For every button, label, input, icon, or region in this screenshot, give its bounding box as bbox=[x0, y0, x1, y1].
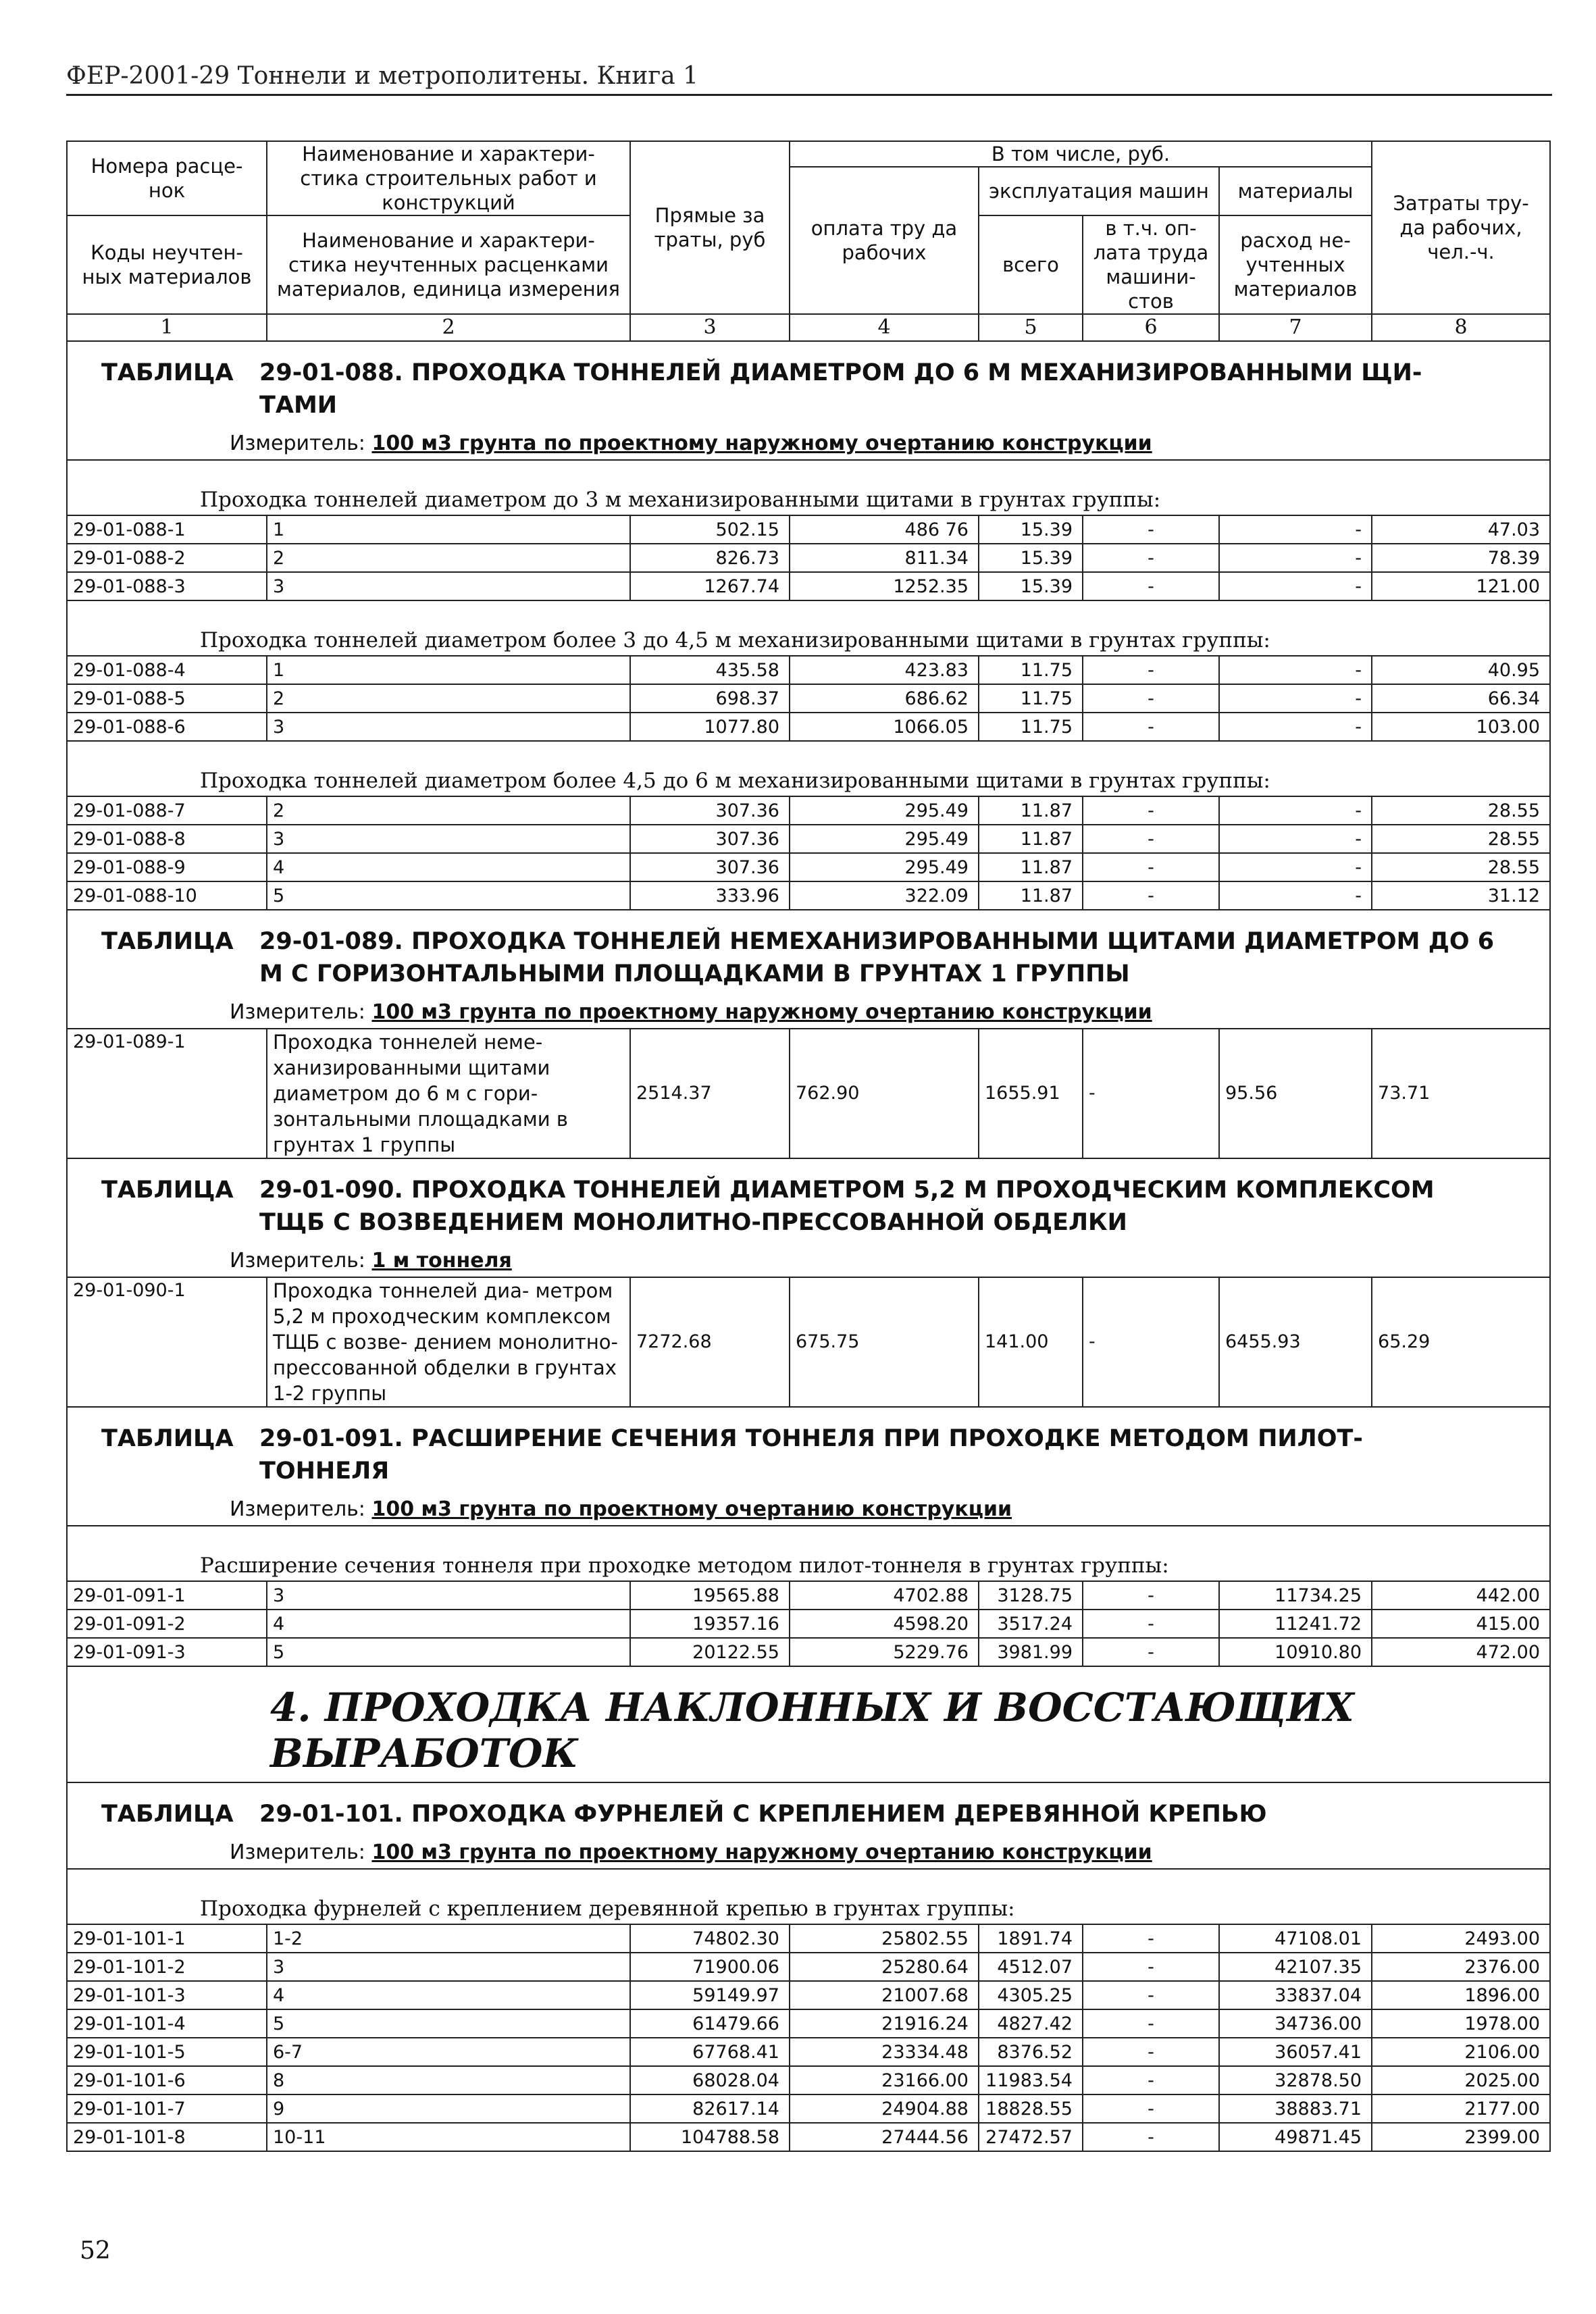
table-cell: - bbox=[1083, 515, 1219, 544]
table-cell: 29-01-088-1 bbox=[67, 515, 267, 544]
table-cell: 32878.50 bbox=[1219, 2066, 1372, 2094]
table-cell: 2 bbox=[267, 796, 630, 825]
table-cell: 11983.54 bbox=[979, 2066, 1083, 2094]
table-cell: 4702.88 bbox=[790, 1581, 979, 1610]
table-cell: - bbox=[1219, 544, 1372, 572]
meter-value: 100 м3 грунта по проектному наружному очертанию конструкции bbox=[371, 1000, 1152, 1024]
table-cell: 74802.30 bbox=[630, 1924, 790, 1953]
table-cell: - bbox=[1083, 1277, 1219, 1407]
table-cell: 2177.00 bbox=[1372, 2094, 1550, 2123]
table-cell: - bbox=[1083, 2009, 1219, 2038]
table-cell: - bbox=[1083, 1581, 1219, 1610]
table-row bbox=[67, 572, 1550, 600]
table-cell: 65.29 bbox=[1372, 1277, 1550, 1407]
table-title-cell bbox=[67, 910, 1550, 994]
table-cell: 29-01-088-7 bbox=[67, 796, 267, 825]
meter-cell bbox=[67, 426, 1550, 460]
table-cell: 2376.00 bbox=[1372, 1953, 1550, 1981]
col-machines-total: всего bbox=[979, 215, 1083, 314]
table-cell: 40.95 bbox=[1372, 656, 1550, 684]
table-cell: 28.55 bbox=[1372, 853, 1550, 881]
table-cell: 4 bbox=[267, 1981, 630, 2009]
table-row bbox=[67, 853, 1550, 881]
page-number: 52 bbox=[80, 2237, 111, 2265]
table-title-cell bbox=[67, 1158, 1550, 1243]
table-cell: 15.39 bbox=[979, 515, 1083, 544]
table-title bbox=[67, 910, 1550, 994]
table-cell: 29-01-101-8 bbox=[67, 2123, 267, 2151]
meter-label: Измеритель: bbox=[230, 1000, 365, 1024]
table-cell: 82617.14 bbox=[630, 2094, 790, 2123]
table-row bbox=[67, 1610, 1550, 1638]
table-label: ТАБЛИЦА bbox=[101, 1801, 234, 1828]
meter-cell bbox=[67, 994, 1550, 1029]
table-cell: 8 bbox=[267, 2066, 630, 2094]
table-cell: - bbox=[1219, 796, 1372, 825]
table-cell: 811.34 bbox=[790, 544, 979, 572]
table-title bbox=[67, 1782, 1550, 1834]
col-materials: материалы bbox=[1219, 167, 1372, 215]
table-cell: 18828.55 bbox=[979, 2094, 1083, 2123]
table-cell: 2 bbox=[267, 684, 630, 713]
table-cell: 11.87 bbox=[979, 881, 1083, 910]
table-cell: - bbox=[1083, 2038, 1219, 2066]
table-cell: 21007.68 bbox=[790, 1981, 979, 2009]
col-direct-costs: Прямые за траты, руб bbox=[630, 141, 790, 314]
table-row bbox=[67, 2066, 1550, 2094]
table-cell: 5 bbox=[267, 881, 630, 910]
table-cell: 307.36 bbox=[630, 825, 790, 853]
table-cell: 8376.52 bbox=[979, 2038, 1083, 2066]
table-cell: 3517.24 bbox=[979, 1610, 1083, 1638]
table-cell: 31.12 bbox=[1372, 881, 1550, 910]
table-label: ТАБЛИЦА bbox=[101, 928, 234, 955]
table-cell: 11.87 bbox=[979, 853, 1083, 881]
table-row bbox=[67, 1277, 1550, 1407]
table-title-text: 29-01-101. ПРОХОДКА ФУРНЕЛЕЙ С КРЕПЛЕНИЕМ ДЕРЕВЯННОЙ КРЕПЬЮ bbox=[259, 1801, 1267, 1828]
table-cell: 4827.42 bbox=[979, 2009, 1083, 2038]
table-cell: 19565.88 bbox=[630, 1581, 790, 1610]
column-numbers-row: 1 2 3 4 5 6 7 8 bbox=[67, 314, 1550, 341]
meter-cell bbox=[67, 1834, 1550, 1869]
col-material-name: Наименование и характери- стика неучтенных расценками материалов, единица измерения bbox=[267, 215, 630, 314]
table-cell: 423.83 bbox=[790, 656, 979, 684]
table-cell: 28.55 bbox=[1372, 825, 1550, 853]
table-cell: 73.71 bbox=[1372, 1029, 1550, 1158]
table-cell: 2 bbox=[267, 544, 630, 572]
meter-row bbox=[67, 426, 1550, 460]
meter-row bbox=[67, 1491, 1550, 1526]
table-cell: 25802.55 bbox=[790, 1924, 979, 1953]
table-row bbox=[67, 656, 1550, 684]
table-row bbox=[67, 2123, 1550, 2151]
table-cell: 27472.57 bbox=[979, 2123, 1083, 2151]
table-cell: 29-01-088-8 bbox=[67, 825, 267, 853]
meter-label: Измеритель: bbox=[230, 1497, 365, 1521]
table-cell: - bbox=[1083, 2123, 1219, 2151]
table-cell: 23166.00 bbox=[790, 2066, 979, 2094]
table-cell: 47.03 bbox=[1372, 515, 1550, 544]
table-cell: 67768.41 bbox=[630, 2038, 790, 2066]
table-cell: - bbox=[1083, 1924, 1219, 1953]
table-body bbox=[67, 341, 1550, 2151]
group-caption-row bbox=[67, 741, 1550, 796]
table-cell: 10-11 bbox=[267, 2123, 630, 2151]
meter-cell bbox=[67, 1243, 1550, 1277]
table-row bbox=[67, 1581, 1550, 1610]
table-cell: 472.00 bbox=[1372, 1638, 1550, 1666]
col-including: В том числе, руб. bbox=[790, 141, 1372, 167]
table-cell: 66.34 bbox=[1372, 684, 1550, 713]
meter-value: 100 м3 грунта по проектному очертанию конструкции bbox=[371, 1497, 1012, 1521]
meter-label: Измеритель: bbox=[230, 1248, 365, 1272]
table-cell: 415.00 bbox=[1372, 1610, 1550, 1638]
group-caption: Проходка тоннелей диаметром более 3 до 4,5 м механизированными щитами в грунтах группы: bbox=[67, 600, 1550, 656]
table-cell: 307.36 bbox=[630, 796, 790, 825]
table-cell: 11.87 bbox=[979, 825, 1083, 853]
meter-row bbox=[67, 1834, 1550, 1869]
table-cell: 121.00 bbox=[1372, 572, 1550, 600]
table-cell: 295.49 bbox=[790, 796, 979, 825]
table-cell: 1267.74 bbox=[630, 572, 790, 600]
table-cell: 2025.00 bbox=[1372, 2066, 1550, 2094]
table-cell: 3 bbox=[267, 572, 630, 600]
table-row bbox=[67, 2009, 1550, 2038]
table-cell: 29-01-089-1 bbox=[67, 1029, 267, 1158]
table-cell: 23334.48 bbox=[790, 2038, 979, 2066]
table-cell: - bbox=[1083, 1953, 1219, 1981]
table-cell: 486 76 bbox=[790, 515, 979, 544]
table-row bbox=[67, 1953, 1550, 1981]
table-title-cell bbox=[67, 1407, 1550, 1491]
table-cell: 11.75 bbox=[979, 713, 1083, 741]
section-heading-row bbox=[67, 1666, 1550, 1782]
table-cell: - bbox=[1083, 1029, 1219, 1158]
col-work-name: Наименование и характери- стика строительных работ и конструкций bbox=[267, 141, 630, 215]
table-cell: - bbox=[1219, 656, 1372, 684]
table-cell: 5229.76 bbox=[790, 1638, 979, 1666]
meter-value: 100 м3 грунта по проектному наружному очертанию конструкции bbox=[371, 431, 1152, 455]
table-cell: 9 bbox=[267, 2094, 630, 2123]
table-cell: - bbox=[1083, 2094, 1219, 2123]
table-cell: 2493.00 bbox=[1372, 1924, 1550, 1953]
table-cell: 68028.04 bbox=[630, 2066, 790, 2094]
table-row bbox=[67, 684, 1550, 713]
table-row bbox=[67, 1981, 1550, 2009]
table-cell: 15.39 bbox=[979, 572, 1083, 600]
table-cell: 4 bbox=[267, 853, 630, 881]
table-cell: 4512.07 bbox=[979, 1953, 1083, 1981]
table-cell: 29-01-101-5 bbox=[67, 2038, 267, 2066]
group-caption: Проходка фурнелей с креплением деревянной крепью в грунтах группы: bbox=[67, 1869, 1550, 1924]
table-row bbox=[67, 2038, 1550, 2066]
table-cell: 29-01-101-4 bbox=[67, 2009, 267, 2038]
table-cell: Проходка тоннелей неме- ханизированными щитами диаметром до 6 м с гори- зонтальными площадками в грунтах 1 группы bbox=[267, 1029, 630, 1158]
table-title bbox=[67, 1407, 1550, 1491]
table-cell: 36057.41 bbox=[1219, 2038, 1372, 2066]
table-cell: - bbox=[1219, 853, 1372, 881]
col-machines: эксплуатация машин bbox=[979, 167, 1219, 215]
table-title-cell bbox=[67, 1782, 1550, 1834]
table-cell: 1896.00 bbox=[1372, 1981, 1550, 2009]
col-labor-hours: Затраты тру- да рабочих, чел.-ч. bbox=[1372, 141, 1550, 314]
table-cell: 19357.16 bbox=[630, 1610, 790, 1638]
meter-label: Измеритель: bbox=[230, 431, 365, 455]
table-row bbox=[67, 796, 1550, 825]
table-cell: 1 bbox=[267, 656, 630, 684]
col-machinist-pay: в т.ч. оп- лата труда машини- стов bbox=[1083, 215, 1219, 314]
table-cell: 29-01-101-7 bbox=[67, 2094, 267, 2123]
table-cell: 61479.66 bbox=[630, 2009, 790, 2038]
table-cell: 28.55 bbox=[1372, 796, 1550, 825]
table-cell: 78.39 bbox=[1372, 544, 1550, 572]
table-cell: - bbox=[1219, 684, 1372, 713]
table-cell: 29-01-088-2 bbox=[67, 544, 267, 572]
table-cell: 20122.55 bbox=[630, 1638, 790, 1666]
table-cell: - bbox=[1083, 853, 1219, 881]
table-cell: - bbox=[1083, 1610, 1219, 1638]
table-cell: 4305.25 bbox=[979, 1981, 1083, 2009]
table-cell: - bbox=[1219, 881, 1372, 910]
table-cell: 29-01-088-6 bbox=[67, 713, 267, 741]
group-caption-row bbox=[67, 1869, 1550, 1924]
group-caption: Проходка тоннелей диаметром до 3 м механизированными щитами в грунтах группы: bbox=[67, 460, 1550, 515]
table-cell: - bbox=[1083, 2066, 1219, 2094]
table-title-text: 29-01-089. ПРОХОДКА ТОННЕЛЕЙ НЕМЕХАНИЗИРОВАННЫМИ ЩИТАМИ ДИАМЕТРОМ ДО 6 М С ГОРИЗОНТАЛЬНЫМИ ПЛОЩАДКАМИ В ГРУНТАХ 1 ГРУППЫ bbox=[259, 928, 1495, 987]
table-cell: 29-01-088-4 bbox=[67, 656, 267, 684]
table-cell: 24904.88 bbox=[790, 2094, 979, 2123]
meter-cell bbox=[67, 1491, 1550, 1526]
table-cell: 42107.35 bbox=[1219, 1953, 1372, 1981]
table-label: ТАБЛИЦА bbox=[101, 1177, 234, 1204]
table-cell: - bbox=[1083, 796, 1219, 825]
table-cell: 3 bbox=[267, 1953, 630, 1981]
table-cell: 3 bbox=[267, 713, 630, 741]
table-cell: Проходка тоннелей диа- метром 5,2 м проходческим комплексом ТЩБ с возве- дением монолитно- прессованной обделки в грунтах 1-2 группы bbox=[267, 1277, 630, 1407]
table-cell: 2399.00 bbox=[1372, 2123, 1550, 2151]
table-cell: 104788.58 bbox=[630, 2123, 790, 2151]
table-cell: 15.39 bbox=[979, 544, 1083, 572]
table-cell: 38883.71 bbox=[1219, 2094, 1372, 2123]
table-cell: 3 bbox=[267, 825, 630, 853]
table-cell: 4598.20 bbox=[790, 1610, 979, 1638]
section-heading: 4. ПРОХОДКА НАКЛОННЫХ И ВОССТАЮЩИХ ВЫРАБОТОК bbox=[67, 1666, 1550, 1782]
table-cell: 4 bbox=[267, 1610, 630, 1638]
group-caption-row bbox=[67, 460, 1550, 515]
table-cell: 3 bbox=[267, 1581, 630, 1610]
table-cell: 7272.68 bbox=[630, 1277, 790, 1407]
table-cell: - bbox=[1083, 572, 1219, 600]
table-cell: 71900.06 bbox=[630, 1953, 790, 1981]
group-caption-row bbox=[67, 600, 1550, 656]
page-header: ФЕР-2001-29 Тоннели и метрополитены. Книга 1 bbox=[66, 62, 1552, 96]
table-cell: 29-01-091-1 bbox=[67, 1581, 267, 1610]
table-cell: 33837.04 bbox=[1219, 1981, 1372, 2009]
table-row bbox=[67, 1029, 1550, 1158]
table-cell: 29-01-091-3 bbox=[67, 1638, 267, 1666]
table-cell: 1891.74 bbox=[979, 1924, 1083, 1953]
col-material-codes: Коды неучтен- ных материалов bbox=[67, 215, 267, 314]
table-header bbox=[67, 141, 1550, 341]
table-cell: 10910.80 bbox=[1219, 1638, 1372, 1666]
table-title bbox=[67, 1158, 1550, 1243]
table-cell: 29-01-088-3 bbox=[67, 572, 267, 600]
table-cell: 322.09 bbox=[790, 881, 979, 910]
table-cell: 1252.35 bbox=[790, 572, 979, 600]
table-cell: 103.00 bbox=[1372, 713, 1550, 741]
table-cell: 3128.75 bbox=[979, 1581, 1083, 1610]
table-cell: - bbox=[1083, 544, 1219, 572]
table-cell: 502.15 bbox=[630, 515, 790, 544]
table-cell: 11.75 bbox=[979, 656, 1083, 684]
table-cell: 49871.45 bbox=[1219, 2123, 1372, 2151]
table-row bbox=[67, 544, 1550, 572]
table-cell: - bbox=[1083, 684, 1219, 713]
table-cell: 2106.00 bbox=[1372, 2038, 1550, 2066]
table-row bbox=[67, 515, 1550, 544]
table-cell: - bbox=[1083, 656, 1219, 684]
table-cell: 27444.56 bbox=[790, 2123, 979, 2151]
table-cell: 29-01-091-2 bbox=[67, 1610, 267, 1638]
table-row bbox=[67, 2094, 1550, 2123]
table-row bbox=[67, 825, 1550, 853]
table-cell: 1-2 bbox=[267, 1924, 630, 1953]
table-cell: 11.75 bbox=[979, 684, 1083, 713]
rates-table bbox=[66, 140, 1551, 2152]
table-cell: 762.90 bbox=[790, 1029, 979, 1158]
table-cell: 11734.25 bbox=[1219, 1581, 1372, 1610]
table-cell: 141.00 bbox=[979, 1277, 1083, 1407]
table-cell: 333.96 bbox=[630, 881, 790, 910]
table-cell: 29-01-101-1 bbox=[67, 1924, 267, 1953]
table-row bbox=[67, 881, 1550, 910]
table-cell: 11.87 bbox=[979, 796, 1083, 825]
table-cell: - bbox=[1083, 713, 1219, 741]
table-cell: 2514.37 bbox=[630, 1029, 790, 1158]
table-row bbox=[67, 713, 1550, 741]
meter-label: Измеритель: bbox=[230, 1840, 365, 1864]
table-cell: 686.62 bbox=[790, 684, 979, 713]
table-cell: 5 bbox=[267, 2009, 630, 2038]
table-cell: 29-01-088-5 bbox=[67, 684, 267, 713]
table-cell: - bbox=[1219, 825, 1372, 853]
table-cell: 29-01-088-10 bbox=[67, 881, 267, 910]
table-label: ТАБЛИЦА bbox=[101, 359, 234, 386]
table-cell: 6455.93 bbox=[1219, 1277, 1372, 1407]
table-cell: 675.75 bbox=[790, 1277, 979, 1407]
col-labor-pay: оплата тру да рабочих bbox=[790, 167, 979, 314]
table-cell: 29-01-101-3 bbox=[67, 1981, 267, 2009]
table-row bbox=[67, 1638, 1550, 1666]
table-cell: 29-01-090-1 bbox=[67, 1277, 267, 1407]
group-caption: Расширение сечения тоннеля при проходке методом пилот-тоннеля в грунтах группы: bbox=[67, 1526, 1550, 1581]
table-cell: 95.56 bbox=[1219, 1029, 1372, 1158]
table-cell: 442.00 bbox=[1372, 1581, 1550, 1610]
col-unaccounted-materials: расход не- учтенных материалов bbox=[1219, 215, 1372, 314]
table-cell: - bbox=[1219, 515, 1372, 544]
table-cell: 59149.97 bbox=[630, 1981, 790, 2009]
table-cell: 11241.72 bbox=[1219, 1610, 1372, 1638]
table-cell: 435.58 bbox=[630, 656, 790, 684]
table-cell: - bbox=[1083, 1981, 1219, 2009]
meter-value: 1 м тоннеля bbox=[371, 1248, 512, 1272]
table-cell: 29-01-101-2 bbox=[67, 1953, 267, 1981]
table-cell: 1655.91 bbox=[979, 1029, 1083, 1158]
table-cell: 1978.00 bbox=[1372, 2009, 1550, 2038]
table-title-text: 29-01-088. ПРОХОДКА ТОННЕЛЕЙ ДИАМЕТРОМ ДО 6 М МЕХАНИЗИРОВАННЫМИ ЩИ- ТАМИ bbox=[259, 359, 1422, 419]
table-cell: - bbox=[1219, 713, 1372, 741]
table-label: ТАБЛИЦА bbox=[101, 1425, 234, 1452]
col-rate-numbers: Номера расце- нок bbox=[67, 141, 267, 215]
table-cell: 307.36 bbox=[630, 853, 790, 881]
table-cell: 3981.99 bbox=[979, 1638, 1083, 1666]
table-cell: - bbox=[1083, 1638, 1219, 1666]
table-cell: 29-01-088-9 bbox=[67, 853, 267, 881]
table-cell: - bbox=[1219, 572, 1372, 600]
table-row bbox=[67, 1924, 1550, 1953]
group-caption-row bbox=[67, 1526, 1550, 1581]
meter-row bbox=[67, 994, 1550, 1029]
table-cell: 29-01-101-6 bbox=[67, 2066, 267, 2094]
table-cell: 34736.00 bbox=[1219, 2009, 1372, 2038]
table-cell: 6-7 bbox=[267, 2038, 630, 2066]
table-cell: 295.49 bbox=[790, 853, 979, 881]
table-cell: 698.37 bbox=[630, 684, 790, 713]
meter-row bbox=[67, 1243, 1550, 1277]
table-cell: 1077.80 bbox=[630, 713, 790, 741]
table-cell: 1 bbox=[267, 515, 630, 544]
table-cell: - bbox=[1083, 881, 1219, 910]
group-caption: Проходка тоннелей диаметром более 4,5 до 6 м механизированными щитами в грунтах группы: bbox=[67, 741, 1550, 796]
table-cell: 1066.05 bbox=[790, 713, 979, 741]
table-cell: 295.49 bbox=[790, 825, 979, 853]
table-cell: 826.73 bbox=[630, 544, 790, 572]
table-cell: 47108.01 bbox=[1219, 1924, 1372, 1953]
table-title-text: 29-01-091. РАСШИРЕНИЕ СЕЧЕНИЯ ТОННЕЛЯ ПРИ ПРОХОДКЕ МЕТОДОМ ПИЛОТ- ТОННЕЛЯ bbox=[259, 1425, 1363, 1485]
table-cell: 5 bbox=[267, 1638, 630, 1666]
table-cell: 25280.64 bbox=[790, 1953, 979, 1981]
table-cell: - bbox=[1083, 825, 1219, 853]
table-cell: 21916.24 bbox=[790, 2009, 979, 2038]
table-title-cell bbox=[67, 341, 1550, 426]
table-title-text: 29-01-090. ПРОХОДКА ТОННЕЛЕЙ ДИАМЕТРОМ 5,2 М ПРОХОДЧЕСКИМ КОМПЛЕКСОМ ТЩБ С ВОЗВЕДЕНИЕМ МОНОЛИТНО-ПРЕССОВАННОЙ ОБДЕЛКИ bbox=[259, 1177, 1435, 1236]
meter-value: 100 м3 грунта по проектному наружному очертанию конструкции bbox=[371, 1840, 1152, 1864]
table-title bbox=[67, 341, 1550, 426]
